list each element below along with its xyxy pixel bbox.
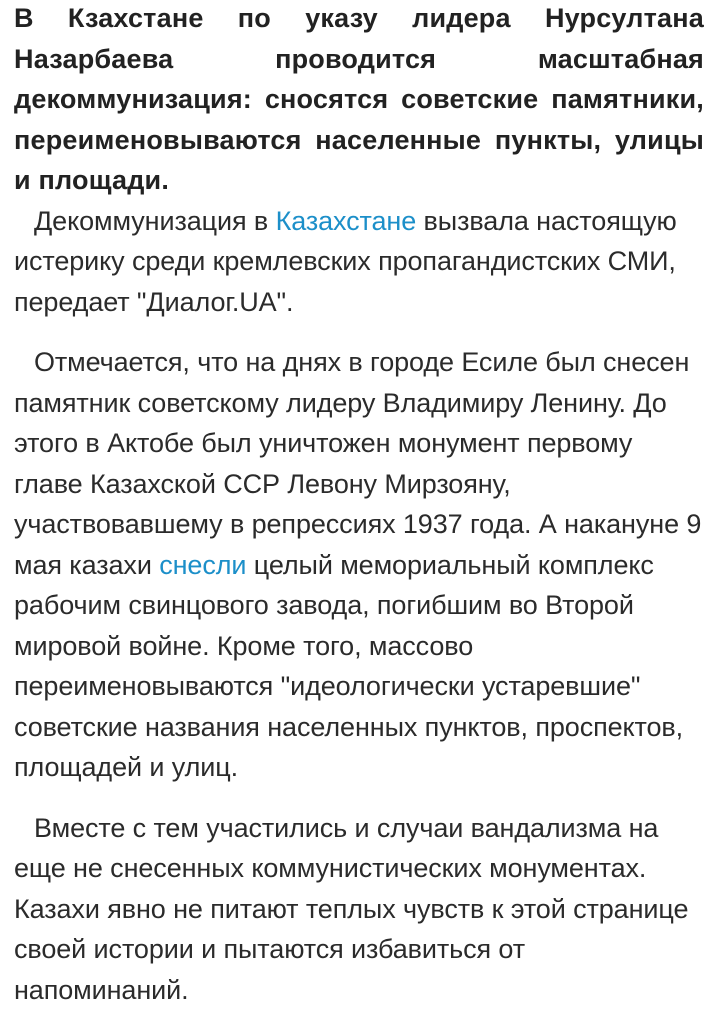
paragraph-1-text-start: Декоммунизация в <box>34 206 276 236</box>
paragraph-2 <box>14 342 704 788</box>
paragraph-2-text-end: целый мемориальный комплекс рабочим свинцового завода, погибшим во Второй мировой войне. Кроме того, массово переименовываются "идеологически устаревшие" советские названия населенных пунктов, проспектов, площадей и улиц. <box>14 550 683 783</box>
article-lead: В Кзахстане по указу лидера Нурсултана Назарбаева проводится масштабная декоммунизация: сносятся советские памятники, переименовываются населенные пункты, улицы и площади. <box>14 0 704 201</box>
paragraph-3: Вместе с тем участились и случаи вандализма на еще не снесенных коммунистических монументах. Казахи явно не питают теплых чувств к этой странице своей истории и пытаются избавиться от напоминаний. <box>14 808 704 1010</box>
paragraph-1 <box>14 201 704 323</box>
demolished-link[interactable]: снесли <box>159 550 246 580</box>
paragraph-2-text-start: Отмечается, что на днях в городе Есиле был снесен памятник советскому лидеру Владимиру Ленину. До этого в Актобе был уничтожен монумент первому главе Казахской ССР Левону Мирзояну, участвовавшему в репрессиях 1937 года. А накануне 9 мая казахи <box>14 347 701 580</box>
kazakhstan-link[interactable]: Казахстане <box>276 206 417 236</box>
paragraph-1-text-end: вызвала настоящую истерику среди кремлевских пропагандистских СМИ, передает "Диалог.UA". <box>14 206 677 317</box>
